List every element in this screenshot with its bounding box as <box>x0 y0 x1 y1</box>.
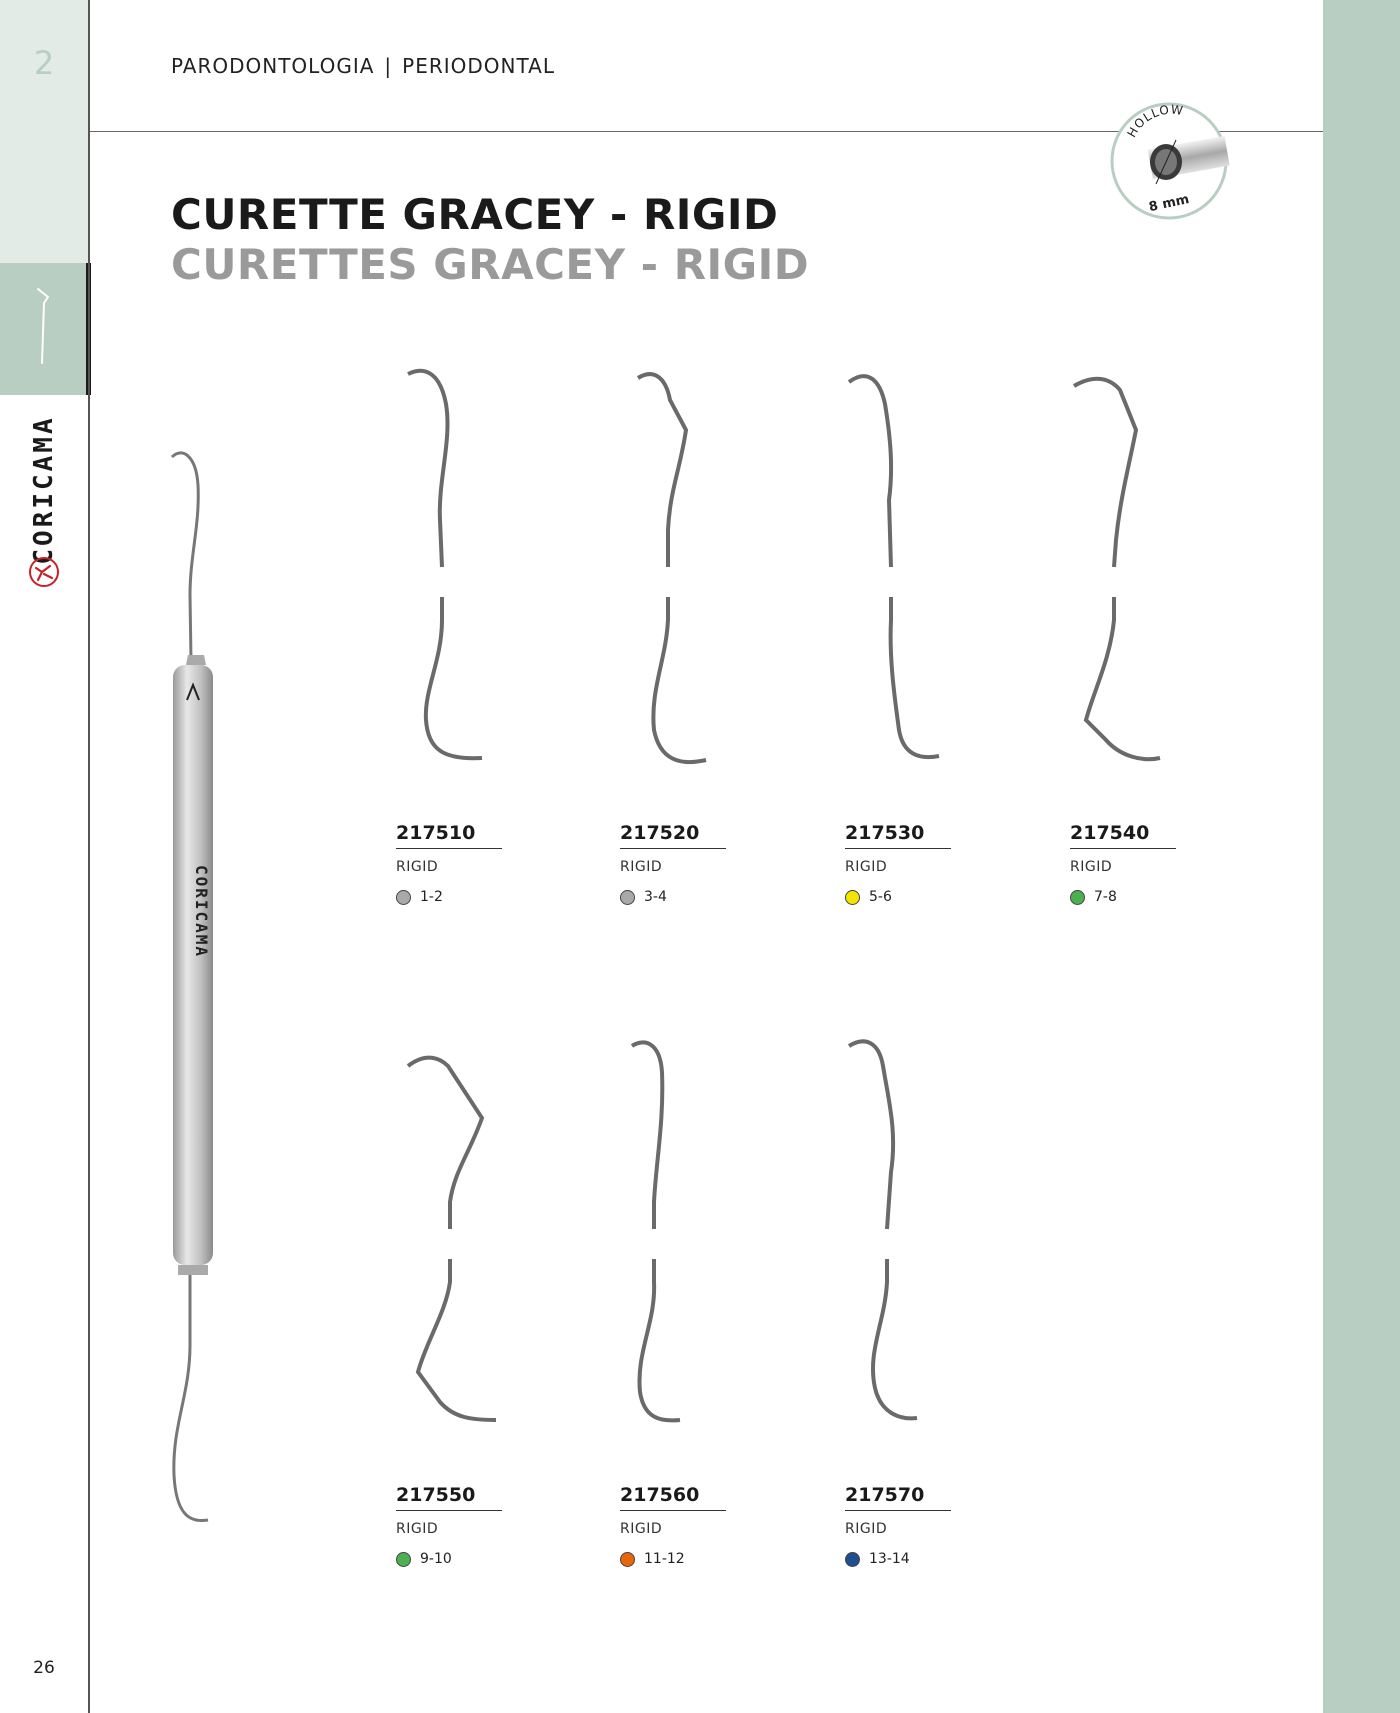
color-code-row <box>845 1551 995 1567</box>
product-card-217540 <box>1070 360 1220 905</box>
product-code: 217520 <box>620 822 726 849</box>
color-code: 7-8 <box>1094 889 1117 905</box>
product-card-217560 <box>620 1022 770 1567</box>
color-code-row <box>620 889 770 905</box>
breadcrumb-italian: PARODONTOLOGIA <box>171 54 375 78</box>
page-title: CURETTE GRACEY - RIGID <box>171 190 779 239</box>
product-card-217550 <box>396 1022 546 1567</box>
product-code: 217550 <box>396 1484 502 1511</box>
color-code: 1-2 <box>420 889 443 905</box>
color-code-row <box>1070 889 1220 905</box>
sidebar-active-section <box>0 263 88 395</box>
product-card-217570 <box>845 1022 995 1567</box>
color-dot <box>620 890 635 905</box>
product-grade: RIGID <box>1070 859 1113 875</box>
color-code-row <box>396 1551 546 1567</box>
product-code: 217510 <box>396 822 502 849</box>
product-grade: RIGID <box>845 859 888 875</box>
breadcrumb-english: PERIODONTAL <box>402 54 555 78</box>
product-grade: RIGID <box>396 1521 439 1537</box>
right-color-band <box>1323 0 1400 1713</box>
badge-label: HOLLOW <box>1124 102 1185 140</box>
color-dot <box>620 1552 635 1567</box>
color-code-row <box>396 889 546 905</box>
handle-brand-text: CORICAMA <box>192 865 211 959</box>
color-code: 11-12 <box>644 1551 685 1567</box>
product-grade: RIGID <box>620 1521 663 1537</box>
color-code-row <box>845 889 995 905</box>
color-code: 9-10 <box>420 1551 452 1567</box>
sidebar-top-panel <box>0 0 88 263</box>
curette-tip-image <box>1070 360 1220 800</box>
product-grade: RIGID <box>620 859 663 875</box>
product-code: 217570 <box>845 1484 951 1511</box>
product-card-217510 <box>396 360 546 905</box>
color-code: 5-6 <box>869 889 892 905</box>
instrument-full-view <box>160 445 240 1535</box>
left-divider <box>88 0 90 1713</box>
product-code: 217530 <box>845 822 951 849</box>
page-number: 26 <box>33 1658 55 1678</box>
curette-tip-image <box>845 1022 995 1462</box>
product-code: 217540 <box>1070 822 1176 849</box>
breadcrumb-separator: | <box>384 54 393 78</box>
color-dot <box>396 890 411 905</box>
coricama-logo-icon <box>28 556 60 588</box>
brand-name: CORICAMA <box>29 415 59 565</box>
curette-section-icon <box>0 263 88 395</box>
color-code: 3-4 <box>644 889 667 905</box>
color-dot <box>845 1552 860 1567</box>
color-dot <box>845 890 860 905</box>
color-dot <box>396 1552 411 1567</box>
curette-tip-image <box>620 1022 770 1462</box>
product-card-217530 <box>845 360 995 905</box>
curette-tip-image <box>396 1022 546 1462</box>
color-dot <box>1070 890 1085 905</box>
hollow-badge <box>1108 100 1230 222</box>
badge-size: 8 mm <box>1147 191 1191 216</box>
curette-tip-image <box>620 360 770 800</box>
curette-tip-image <box>396 360 546 800</box>
product-grade: RIGID <box>845 1521 888 1537</box>
page-subtitle: CURETTES GRACEY - RIGID <box>171 240 810 289</box>
hollow-handle-icon <box>1108 100 1230 222</box>
chapter-number: 2 <box>33 44 55 82</box>
color-code: 13-14 <box>869 1551 910 1567</box>
curette-tip-image <box>845 360 995 800</box>
product-grade: RIGID <box>396 859 439 875</box>
product-card-217520 <box>620 360 770 905</box>
product-code: 217560 <box>620 1484 726 1511</box>
breadcrumb <box>171 54 555 78</box>
color-code-row <box>620 1551 770 1567</box>
double-ended-curette-image <box>160 445 240 1535</box>
